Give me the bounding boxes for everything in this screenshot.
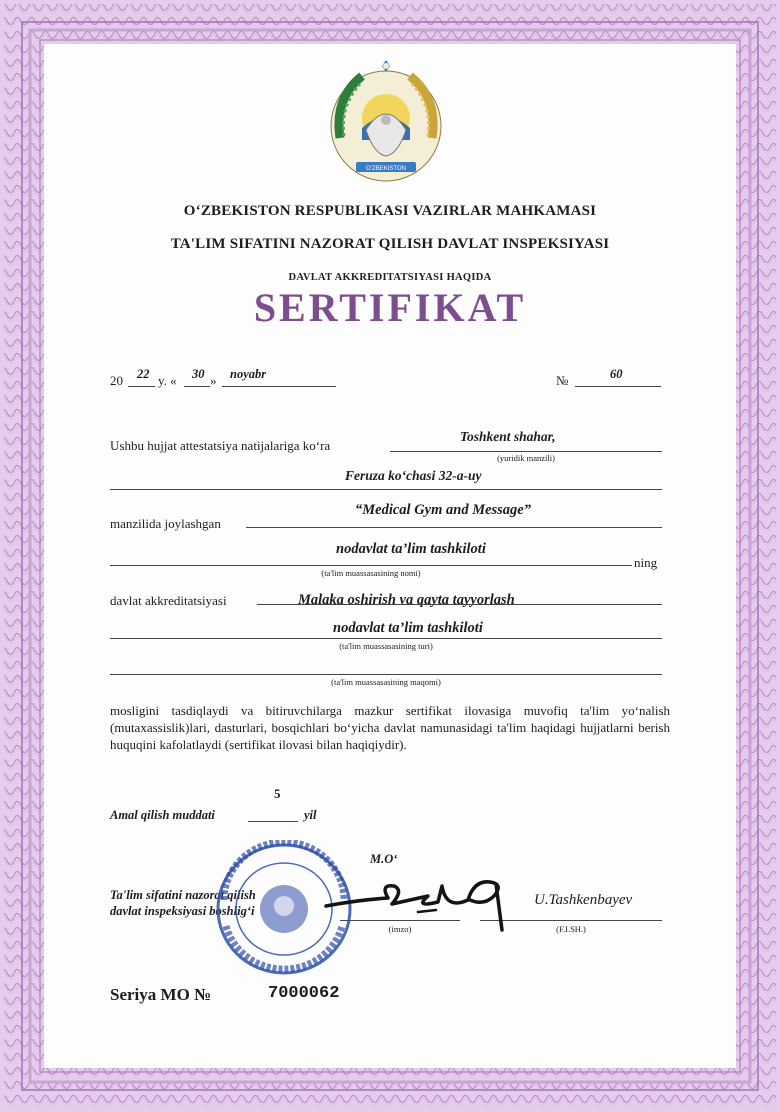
validity-label: Amal qilish muddati [110,808,215,822]
header-ministry: O‘ZBEKISTON RESPUBLIKASI VAZIRLAR MAHKAMASI [183,203,597,219]
type-line-2: nodavlat ta’lim tashkiloti [333,620,483,636]
serial-number: 7000062 [268,984,340,1003]
signatory-name: U.Tashkenbayev [534,892,633,908]
signature-caption: (imzo) [388,924,412,934]
authority-line-2: davlat inspeksiyasi boshlig‘i [110,904,255,918]
certificate-number: 60 [610,367,623,381]
number-label: № [556,373,569,388]
rights-paragraph: mosligini tasdiqlaydi va bitiruvchilarga mazkur sertifikat ilovasiga muvofiq ta'lim yo‘nalish (mutaxassislik)lari, dasturlari, bosqichlari bo‘yicha davlat namunasidagi ta'lim haqidagi hujjatlarni berish huquqini kafolatlaydi (sertifikat ilovasi bilan haqiqiydir). [110,703,670,752]
date-century: 20 [110,373,123,388]
located-label: manzilida joylashgan [110,516,221,531]
handwritten-signature-icon [318,860,518,934]
svg-text:O‘ZBEKISTON: O‘ZBEKISTON [366,166,406,172]
validity-value: 5 [274,786,281,801]
date-day: 30 [192,367,205,381]
org-name-line-2: nodavlat ta’lim tashkiloti [336,541,486,557]
address-caption: (yuridik manzili) [497,453,555,463]
org-name-line-1: “Medical Gym and Message” [355,502,531,518]
date-year: 22 [137,367,150,381]
type-line-1: Malaka oshirish va qayta tayyorlash [298,592,515,608]
state-emblem-icon [322,58,450,186]
header-inspection: TA'LIM SIFATINI NAZORAT QILISH DAVLAT INSPEKSIYASI [170,236,610,252]
date-month: noyabr [230,367,267,381]
serial-label: Seriya MO № [110,985,212,1004]
date-day-close: » [210,373,217,388]
authority-line-1: Ta'lim sifatini nazorat qilish [110,888,256,902]
accreditation-label: davlat akkreditatsiyasi [110,593,227,608]
org-name-caption: (ta'lim muassasasining nomi) [321,568,421,578]
date-year-suffix: y. « [158,373,177,388]
status-caption: (ta'lim muassasasining maqomi) [331,677,441,687]
header-accreditation: DAVLAT AKKREDITATSIYASI HAQIDA [288,272,492,283]
seal-place-label: M.O‘ [370,852,398,866]
certificate-title: SERTIFIKAT [253,285,527,330]
ning-suffix: ning [634,555,658,570]
validity-unit: yil [304,808,317,822]
name-caption: (F.I.SH.) [556,924,586,934]
address-line-1: Toshkent shahar, [460,429,556,444]
intro-text: Ushbu hujjat attestatsiya natijalariga ko‘ra [110,438,331,453]
address-line-2: Feruza ko‘chasi 32-a-uy [345,468,482,483]
type-caption: (ta'lim muassasasining turi) [339,641,433,651]
